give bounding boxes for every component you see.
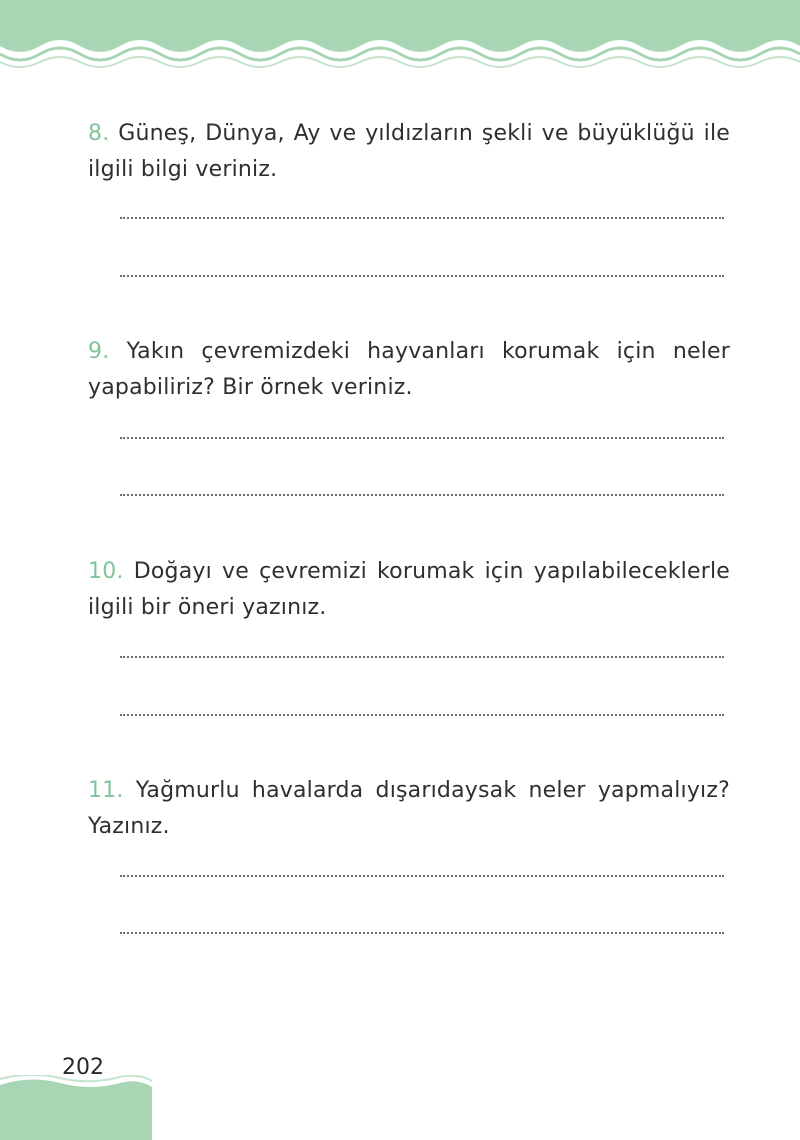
question-10 <box>88 554 730 626</box>
question-number: 8. <box>88 121 110 146</box>
answer-line[interactable] <box>120 217 724 219</box>
answer-line[interactable] <box>120 656 724 658</box>
question-number: 11. <box>88 778 124 803</box>
answer-line[interactable] <box>120 275 724 277</box>
answer-line[interactable] <box>120 494 724 496</box>
decorative-bottom-tab <box>0 1075 152 1140</box>
question-text: Güneş, Dünya, Ay ve yıldızların şekli ve büyüklüğü ile ilgili bilgi veriniz. <box>88 121 730 182</box>
question-8 <box>88 116 730 188</box>
answer-line[interactable] <box>120 714 724 716</box>
question-text: Doğayı ve çevremizi korumak için yapılabileceklerle ilgili bir öneri yazınız. <box>88 559 730 620</box>
question-9 <box>88 334 730 406</box>
question-11 <box>88 773 730 845</box>
answer-line[interactable] <box>120 437 724 439</box>
answer-line[interactable] <box>120 875 724 877</box>
question-number: 10. <box>88 559 124 584</box>
question-number: 9. <box>88 339 110 364</box>
question-text: Yakın çevremizdeki hayvanları korumak için neler yapabiliriz? Bir örnek veriniz. <box>88 339 730 400</box>
question-text: Yağmurlu havalarda dışarıdaysak neler yapmalıyız? Yazınız. <box>88 778 730 839</box>
answer-line[interactable] <box>120 932 724 934</box>
page-number: 202 <box>62 1055 104 1080</box>
decorative-top-wave-band <box>0 0 800 80</box>
